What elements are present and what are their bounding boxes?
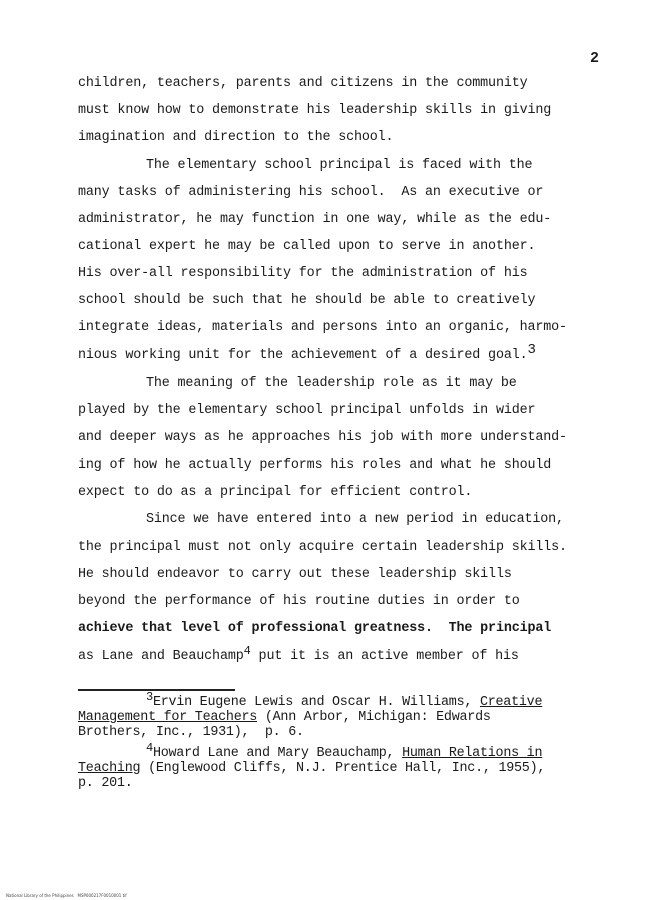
footnote-3-line [146,690,543,710]
body-line: must know how to demonstrate his leadership skills in giving [78,103,552,118]
footnote-text: Ervin Eugene Lewis and Oscar H. Williams, [152,695,480,710]
body-line: achieve that level of professional greatness. The principal [78,621,552,636]
body-line: Since we have entered into a new period in education, [146,512,564,527]
body-line: and deeper ways as he approaches his job with more understand- [78,430,567,445]
footnote-book-title: Management for Teachers [78,710,258,725]
body-line-text: put it is an active member of his [250,649,519,664]
footnote-book-title: Teaching [78,761,141,776]
footnote-marker-4: 4 [146,741,153,755]
body-line: The meaning of the leadership role as it may be [146,376,517,391]
body-line [78,644,519,665]
body-line: expect to do as a principal for efficient control. [78,485,473,500]
body-line: cational expert he may be called upon to serve in another. [78,239,536,254]
body-line: imagination and direction to the school. [78,130,394,145]
body-line: administrator, he may function in one way, while as the edu- [78,212,552,227]
footnote-text: (Ann Arbor, Michigan: Edwards [257,710,491,725]
body-line: ing of how he actually performs his roles and what he should [78,458,552,473]
body-line: He should endeavor to carry out these leadership skills [78,567,512,582]
body-line: the principal must not only acquire certain leadership skills. [78,540,567,555]
footnote-text: (Englewood Cliffs, N.J. Prentice Hall, Inc., 1955), [140,761,546,776]
footnote-ref-3: 3 [527,342,536,358]
footnote-ref-4: 4 [243,644,251,658]
body-line: school should be such that he should be able to creatively [78,293,536,308]
footnote-4-line [146,741,543,761]
body-line: The elementary school principal is faced with the [146,158,533,173]
footnote-text: Howard Lane and Mary Beauchamp, [152,746,403,761]
body-line-text: as Lane and Beauchamp [78,649,244,664]
body-line: many tasks of administering his school. As an executive or [78,185,544,200]
footnote-book-title: Human Relations in [402,746,543,761]
footnote-divider [78,689,235,691]
footnote-3-line [78,710,491,725]
body-line: His over-all responsibility for the administration of his [78,266,528,281]
footnote-marker-3: 3 [146,690,153,704]
footnote-book-title: Creative [479,695,543,710]
body-line: integrate ideas, materials and persons into an organic, harmo- [78,320,567,335]
footnote-4-line [78,761,545,776]
body-line [78,342,536,364]
body-line: played by the elementary school principal unfolds in wider [78,403,536,418]
page-number: 2 [590,50,600,67]
body-line-text: nious working unit for the achievement of a desired goal. [78,348,528,363]
body-line: beyond the performance of his routine duties in order to [78,594,520,609]
body-line: children, teachers, parents and citizens in the community [78,76,528,91]
footnote-3-line: Brothers, Inc., 1931), p. 6. [78,725,304,740]
archive-footer: National Library of the Philippines MSP000217F0010001 tif [6,893,127,898]
footnote-4-line: p. 201. [78,776,133,791]
